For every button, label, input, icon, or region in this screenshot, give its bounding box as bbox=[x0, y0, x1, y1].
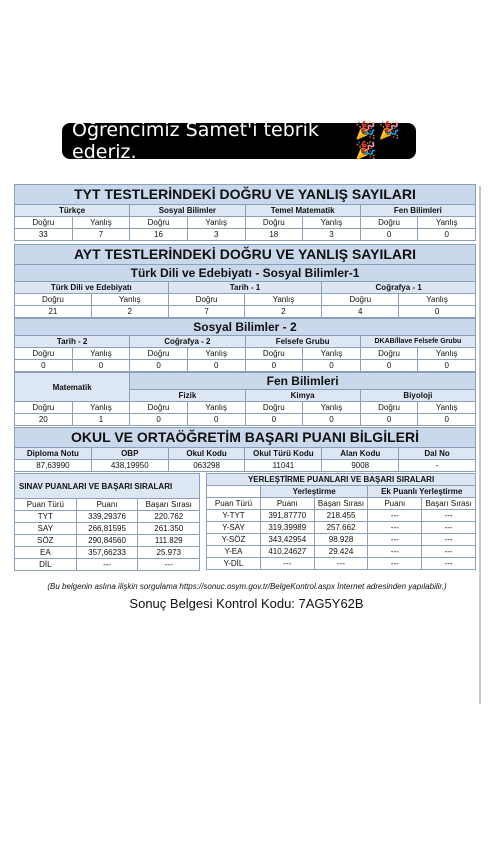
ayt-subject: Felsefe Grubu bbox=[245, 336, 360, 348]
table-row bbox=[15, 535, 200, 547]
value-cell: 0 bbox=[418, 360, 476, 372]
yanlis-label: Yanlış bbox=[187, 348, 245, 360]
okul-section bbox=[14, 427, 476, 472]
y-header: Başarı Sırası bbox=[422, 498, 476, 510]
cell: 257.662 bbox=[314, 522, 368, 534]
ayt-table-1 bbox=[14, 244, 476, 318]
cell: 357,66233 bbox=[76, 547, 138, 559]
cell: 220.762 bbox=[138, 511, 200, 523]
yanlis-label: Yanlış bbox=[303, 217, 361, 229]
divider-line bbox=[479, 186, 481, 704]
value-cell: 0 bbox=[360, 360, 418, 372]
value-cell: 0 bbox=[245, 414, 303, 426]
yerlestirme-group: Yerleştirme bbox=[260, 486, 368, 498]
ayt-subject: Tarih - 1 bbox=[168, 282, 322, 294]
party-icon: 🎉🎉🎉 bbox=[355, 121, 402, 161]
tyt-subject: Türkçe bbox=[15, 205, 130, 217]
scores-section bbox=[14, 473, 476, 571]
value-cell: 87,63990 bbox=[15, 460, 92, 472]
banner-text: Öğrencimiz Samet'i tebrik ederiz. bbox=[72, 119, 319, 163]
value-cell: 0 bbox=[418, 229, 476, 241]
cell: --- bbox=[422, 558, 476, 570]
yanlis-label: Yanlış bbox=[418, 217, 476, 229]
cell: 111.829 bbox=[138, 535, 200, 547]
cell: EA bbox=[15, 547, 77, 559]
value-cell: 33 bbox=[15, 229, 73, 241]
value-cell: 0 bbox=[187, 360, 245, 372]
dogru-label: Doğru bbox=[360, 217, 418, 229]
fen-subject: Biyoloji bbox=[360, 390, 475, 402]
table-row bbox=[207, 510, 476, 522]
ayt-title: AYT TESTLERİNDEKİ DOĞRU VE YANLIŞ SAYILARI bbox=[15, 245, 476, 265]
cell: 25.973 bbox=[138, 547, 200, 559]
tyt-section bbox=[14, 184, 476, 241]
yanlis-label: Yanlış bbox=[418, 348, 476, 360]
ayt-subject: Türk Dili ve Edebiyatı bbox=[15, 282, 169, 294]
dogru-label: Doğru bbox=[130, 348, 188, 360]
cell: --- bbox=[368, 510, 422, 522]
ayt-section bbox=[14, 244, 476, 426]
value-cell: 16 bbox=[130, 229, 188, 241]
value-cell: 0 bbox=[15, 360, 73, 372]
cell: 218.455 bbox=[314, 510, 368, 522]
cell: --- bbox=[314, 558, 368, 570]
cell: --- bbox=[422, 546, 476, 558]
cell: --- bbox=[368, 522, 422, 534]
value-cell: - bbox=[399, 460, 476, 472]
okul-title: OKUL VE ORTAÖĞRETİM BAŞARI PUANI BİLGİLERİ bbox=[15, 428, 476, 448]
yerlestirme-table bbox=[206, 473, 476, 570]
cell: --- bbox=[368, 546, 422, 558]
ayt-table-3 bbox=[14, 372, 476, 426]
fen-subject: Kimya bbox=[245, 390, 360, 402]
yanlis-label: Yanlış bbox=[399, 294, 476, 306]
cell: TYT bbox=[15, 511, 77, 523]
yanlis-label: Yanlış bbox=[303, 402, 361, 414]
ayt-subject: Coğrafya - 1 bbox=[322, 282, 476, 294]
value-cell: 0 bbox=[130, 414, 188, 426]
cell: 29.424 bbox=[314, 546, 368, 558]
sinav-panel bbox=[14, 473, 200, 571]
value-cell: 063298 bbox=[168, 460, 245, 472]
yanlis-label: Yanlış bbox=[187, 217, 245, 229]
cell: Y-SAY bbox=[207, 522, 261, 534]
tyt-subject: Sosyal Bilimler bbox=[130, 205, 245, 217]
cell: DİL bbox=[15, 559, 77, 571]
y-header: Başarı Sırası bbox=[314, 498, 368, 510]
cell: 98.928 bbox=[314, 534, 368, 546]
value-cell: 0 bbox=[245, 360, 303, 372]
cell: 339,29376 bbox=[76, 511, 138, 523]
dogru-label: Doğru bbox=[168, 294, 245, 306]
okul-header: Okul Türü Kodu bbox=[245, 448, 322, 460]
fen-title: Fen Bilimleri bbox=[130, 373, 476, 390]
value-cell: 0 bbox=[303, 360, 361, 372]
cell: 261.350 bbox=[138, 523, 200, 535]
yanlis-label: Yanlış bbox=[91, 294, 168, 306]
cell: Y-SÖZ bbox=[207, 534, 261, 546]
dogru-label: Doğru bbox=[15, 294, 92, 306]
yanlis-label: Yanlış bbox=[72, 348, 130, 360]
ek-puan-group: Ek Puanlı Yerleştirme bbox=[368, 486, 476, 498]
sinav-table bbox=[14, 473, 200, 571]
okul-header: Okul Kodu bbox=[168, 448, 245, 460]
cell: SÖZ bbox=[15, 535, 77, 547]
value-cell: 7 bbox=[72, 229, 130, 241]
value-cell: 3 bbox=[303, 229, 361, 241]
fen-subject: Fizik bbox=[130, 390, 245, 402]
table-row bbox=[207, 522, 476, 534]
value-cell: 438,19950 bbox=[91, 460, 168, 472]
cell: 266,81595 bbox=[76, 523, 138, 535]
ayt-table-2 bbox=[14, 318, 476, 372]
value-cell: 20 bbox=[15, 414, 73, 426]
cell: --- bbox=[422, 522, 476, 534]
table-row bbox=[15, 523, 200, 535]
okul-header: Alan Kodu bbox=[322, 448, 399, 460]
value-cell: 4 bbox=[322, 306, 399, 318]
cell: --- bbox=[138, 559, 200, 571]
sinav-header: Başarı Sırası bbox=[138, 499, 200, 511]
value-cell: 0 bbox=[187, 414, 245, 426]
table-row bbox=[15, 511, 200, 523]
matematik-header: Matematik bbox=[15, 373, 130, 402]
sinav-header: Puanı bbox=[76, 499, 138, 511]
cell: --- bbox=[422, 534, 476, 546]
yanlis-label: Yanlış bbox=[72, 402, 130, 414]
dogru-label: Doğru bbox=[245, 217, 303, 229]
yanlis-label: Yanlış bbox=[418, 402, 476, 414]
cell: --- bbox=[76, 559, 138, 571]
yanlis-label: Yanlış bbox=[187, 402, 245, 414]
value-cell: 18 bbox=[245, 229, 303, 241]
cell: --- bbox=[422, 510, 476, 522]
dogru-label: Doğru bbox=[15, 348, 73, 360]
blank-cell bbox=[207, 486, 261, 498]
dogru-label: Doğru bbox=[322, 294, 399, 306]
cell: Y-DİL bbox=[207, 558, 261, 570]
ayt-subject: Coğrafya - 2 bbox=[130, 336, 245, 348]
value-cell: 0 bbox=[72, 360, 130, 372]
cell: 290,84560 bbox=[76, 535, 138, 547]
value-cell: 9008 bbox=[322, 460, 399, 472]
yerlestirme-title: YERLEŞTİRME PUANLARI VE BAŞARI SIRALARI bbox=[207, 474, 476, 486]
yanlis-label: Yanlış bbox=[303, 348, 361, 360]
value-cell: 0 bbox=[130, 360, 188, 372]
table-row bbox=[207, 546, 476, 558]
sinav-title: SINAV PUANLARI VE BAŞARI SIRALARI bbox=[15, 474, 200, 499]
ayt-subject: Tarih - 2 bbox=[15, 336, 130, 348]
sinav-header: Puan Türü bbox=[15, 499, 77, 511]
ayt-subject: DKAB/İlave Felsefe Grubu bbox=[360, 336, 475, 348]
yerlestirme-panel bbox=[206, 473, 476, 571]
table-row bbox=[207, 558, 476, 570]
cell: --- bbox=[368, 534, 422, 546]
value-cell: 2 bbox=[245, 306, 322, 318]
okul-table bbox=[14, 427, 476, 472]
okul-header: Dal No bbox=[399, 448, 476, 460]
dogru-label: Doğru bbox=[130, 217, 188, 229]
congrats-banner bbox=[62, 119, 416, 163]
y-header: Puanı bbox=[260, 498, 314, 510]
y-header: Puanı bbox=[368, 498, 422, 510]
cell: 410,24627 bbox=[260, 546, 314, 558]
value-cell: 11041 bbox=[245, 460, 322, 472]
dogru-label: Doğru bbox=[245, 402, 303, 414]
value-cell: 0 bbox=[360, 229, 418, 241]
value-cell: 0 bbox=[360, 414, 418, 426]
dogru-label: Doğru bbox=[360, 348, 418, 360]
yanlis-label: Yanlış bbox=[245, 294, 322, 306]
control-code: Sonuç Belgesi Kontrol Kodu: 7AG5Y62B bbox=[129, 596, 364, 611]
cell: Y-EA bbox=[207, 546, 261, 558]
value-cell: 0 bbox=[303, 414, 361, 426]
cell: --- bbox=[368, 558, 422, 570]
cell: 319,39989 bbox=[260, 522, 314, 534]
value-cell: 0 bbox=[399, 306, 476, 318]
tyt-title: TYT TESTLERİNDEKİ DOĞRU VE YANLIŞ SAYILARI bbox=[15, 185, 476, 205]
dogru-label: Doğru bbox=[15, 217, 73, 229]
value-cell: 3 bbox=[187, 229, 245, 241]
table-row bbox=[15, 547, 200, 559]
dogru-label: Doğru bbox=[360, 402, 418, 414]
cell: Y-TYT bbox=[207, 510, 261, 522]
verification-note: (Bu belgenin aslına ilişkin sorgulama https://sonuc.osym.gov.tr/BelgeKontrol.aspx İnternet adresinden yapılabilir.) bbox=[47, 582, 447, 591]
yanlis-label: Yanlış bbox=[72, 217, 130, 229]
value-cell: 21 bbox=[15, 306, 92, 318]
dogru-label: Doğru bbox=[130, 402, 188, 414]
cell: SAY bbox=[15, 523, 77, 535]
dogru-label: Doğru bbox=[245, 348, 303, 360]
cell: 391,87770 bbox=[260, 510, 314, 522]
cell: --- bbox=[260, 558, 314, 570]
value-cell: 0 bbox=[418, 414, 476, 426]
tyt-subject: Temel Matematik bbox=[245, 205, 360, 217]
table-row bbox=[15, 559, 200, 571]
tyt-subject: Fen Bilimleri bbox=[360, 205, 475, 217]
value-cell: 2 bbox=[91, 306, 168, 318]
okul-header: OBP bbox=[91, 448, 168, 460]
value-cell: 1 bbox=[72, 414, 130, 426]
dogru-label: Doğru bbox=[15, 402, 73, 414]
cell: 343,42954 bbox=[260, 534, 314, 546]
ayt-section2-title: Sosyal Bilimler - 2 bbox=[15, 319, 476, 336]
value-cell: 7 bbox=[168, 306, 245, 318]
okul-header: Diploma Notu bbox=[15, 448, 92, 460]
y-header: Puan Türü bbox=[207, 498, 261, 510]
table-row bbox=[207, 534, 476, 546]
ayt-section1-title: Türk Dili ve Edebiyatı - Sosyal Bilimler-1 bbox=[15, 265, 476, 282]
tyt-table bbox=[14, 184, 476, 241]
